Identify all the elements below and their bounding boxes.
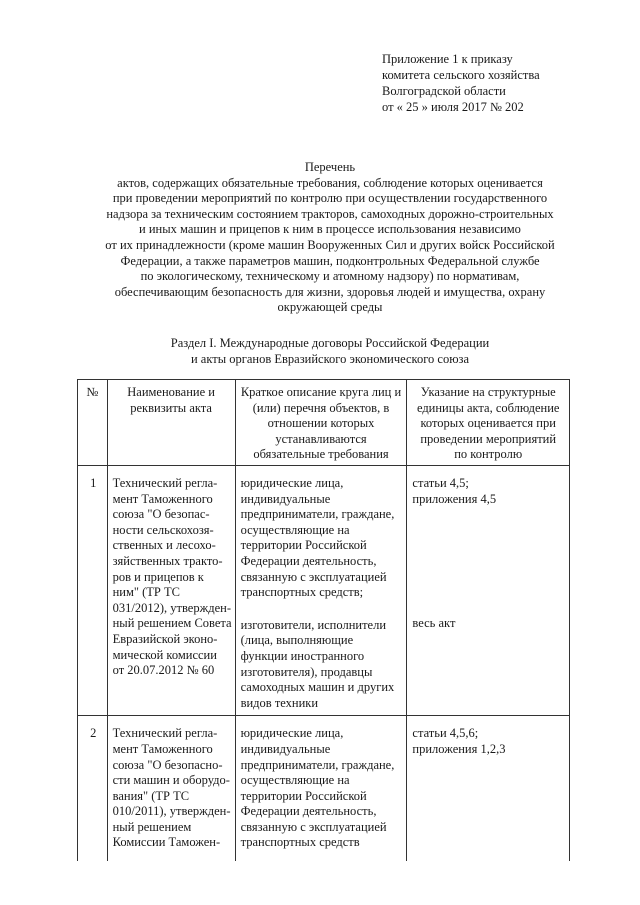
title-line: окружающей среды [277, 300, 383, 315]
section-line: и акты органов Евразийского экономического союза [190, 352, 470, 366]
header-desc: Краткое описание круга лиц и (или) перечня объектов, в отношении которых устанавливаются обязательные требования [235, 380, 407, 466]
header-num: № [78, 380, 108, 466]
title-line: актов, содержащих обязательные требования, соблюдение которых оценивается [117, 175, 543, 190]
section-heading [60, 335, 600, 367]
row-name: Технический регла- мент Таможенного союза "О безопасно- сти машин и оборудо- вания" (ТР ТС 010/2011), утвержден- ный решением Комиссии Таможен- [107, 716, 235, 861]
title-line: обеспечивающим безопасность для жизни, здоровья людей и имущества, охрану [114, 284, 546, 299]
appendix-line: комитета сельского хозяйства [382, 68, 540, 82]
row-ref: статьи 4,5,6; приложения 1,2,3 [407, 716, 570, 861]
row-ref: статьи 4,5; приложения 4,5 весь акт [407, 466, 570, 716]
row-name: Технический регла- мент Таможенного союза "О безопас- ности сельскохозя- ственных и лесохо- зяйственных тракто- ров и прицепов к ним" (ТР ТС 031/2012), утвержден- ный решением Совета Евразийской эконо- мической комиссии от 20.07.2012 № 60 [107, 466, 235, 716]
appendix-line: от « 25 » июля 2017 № 202 [382, 100, 524, 114]
section-line: Раздел I. Международные договоры Российской Федерации [170, 336, 490, 350]
title-line: по экологическому, техническому и атомному надзору) по нормативам, [140, 269, 520, 284]
title-line: надзора за техническим состоянием тракторов, самоходных дорожно-строительных [106, 206, 554, 221]
title-heading: Перечень [304, 160, 356, 174]
title-line: при проведении мероприятий по контролю при осуществлении государственного [112, 191, 548, 206]
table-row [78, 466, 570, 716]
title-line: от их принадлежности (кроме машин Вооруженных Сил и других войск Российской [105, 237, 555, 252]
row-num: 1 [78, 466, 108, 716]
acts-table [77, 379, 570, 861]
header-ref: Указание на структурные единицы акта, соблюдение которых оценивается при проведении мероприятий по контролю [407, 380, 570, 466]
table-header-row [78, 380, 570, 466]
row-desc: юридические лица, индивидуальные предприниматели, граждане, осуществляющие на территории Российской Федерации деятельность, связанную с эксплуатацией транспортных средств [235, 716, 407, 861]
row-num: 2 [78, 716, 108, 861]
document-title [60, 160, 600, 316]
appendix-line: Волгоградской области [382, 84, 506, 98]
title-line: Федерации, а также параметров машин, подконтрольных Федеральной службе [120, 253, 540, 268]
table-row [78, 716, 570, 861]
title-line: и иных машин и прицепов к ним в процессе использования независимо [139, 222, 521, 237]
appendix-line: Приложение 1 к приказу [382, 52, 513, 66]
appendix-note [382, 51, 622, 115]
header-name: Наименование и реквизиты акта [107, 380, 235, 466]
row-desc: юридические лица, индивидуальные предприниматели, граждане, осуществляющие на территории Российской Федерации деятельность, связанную с эксплуатацией транспортных средств; изготовители, исполнители (лица, выполняющие функции иностранного изготовителя), продавцы самоходных машин и других видов техники [235, 466, 407, 716]
